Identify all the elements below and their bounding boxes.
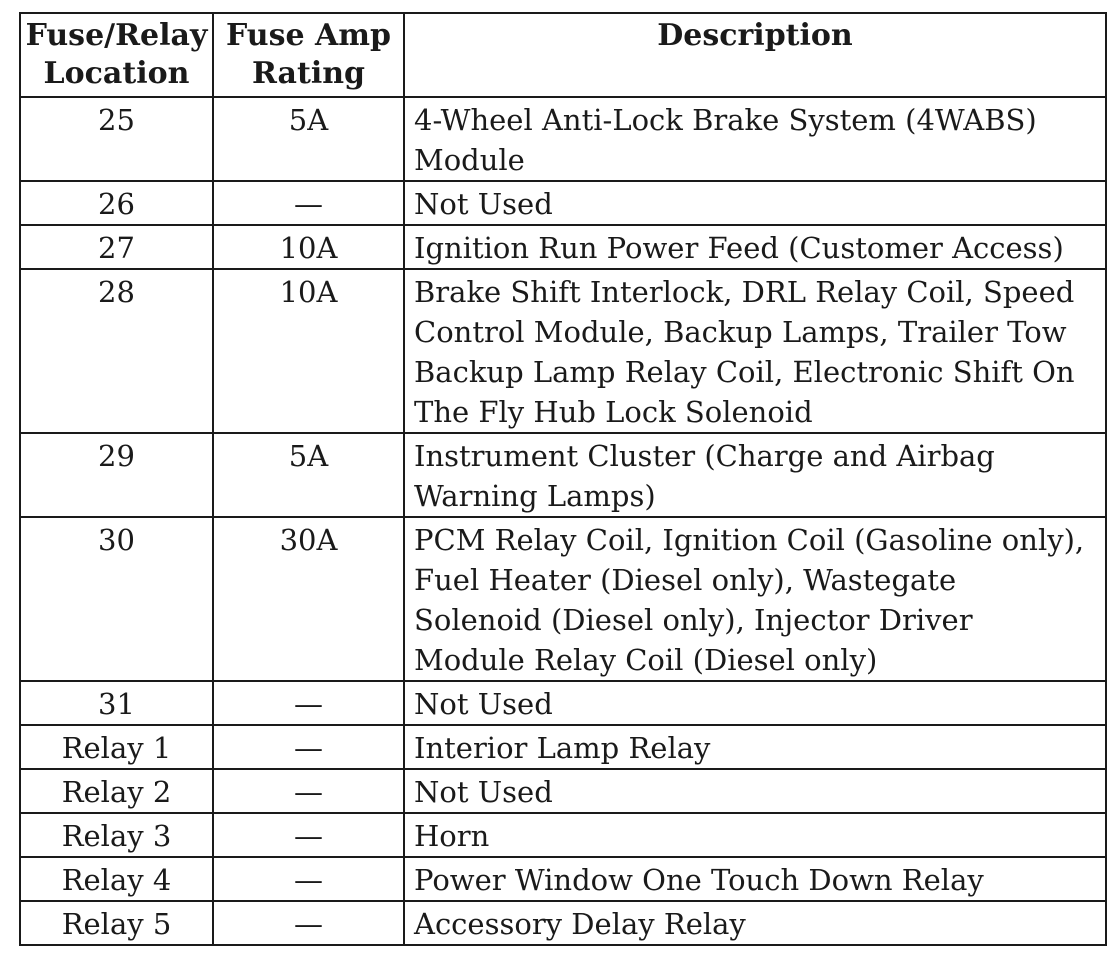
- description-cell: [404, 269, 1106, 433]
- description-line: Backup Lamp Relay Coil, Electronic Shift On: [414, 355, 1075, 389]
- header-location-line: Location: [43, 56, 190, 91]
- description-cell: [404, 901, 1106, 945]
- table-row: [20, 681, 1106, 725]
- header-location: [20, 13, 213, 97]
- description-line: Not Used: [414, 687, 553, 721]
- table-body: [20, 97, 1106, 945]
- fuse-relay-location-cell: 30: [20, 517, 213, 681]
- header-amp-line: Fuse Amp: [226, 18, 391, 53]
- fuse-relay-location-cell: Relay 4: [20, 857, 213, 901]
- description-line: Control Module, Backup Lamps, Trailer Tow: [414, 315, 1067, 349]
- description-cell: [404, 725, 1106, 769]
- description-cell: [404, 97, 1106, 181]
- table-row: [20, 725, 1106, 769]
- description-line: Module: [414, 143, 525, 177]
- description-cell: [404, 857, 1106, 901]
- fuse-amp-rating-cell: —: [213, 769, 404, 813]
- header-amp-rating: [213, 13, 404, 97]
- description-cell: [404, 681, 1106, 725]
- fuse-amp-rating-cell: —: [213, 857, 404, 901]
- description-line: Warning Lamps): [414, 479, 656, 513]
- fuse-amp-rating-cell: —: [213, 725, 404, 769]
- header-description-line: Description: [657, 18, 853, 53]
- fuse-relay-location-cell: Relay 3: [20, 813, 213, 857]
- table-row: [20, 97, 1106, 181]
- header-location-line: Fuse/Relay: [25, 18, 208, 53]
- description-cell: [404, 769, 1106, 813]
- table-row: [20, 857, 1106, 901]
- fuse-amp-rating-cell: 10A: [213, 269, 404, 433]
- fuse-relay-location-cell: Relay 2: [20, 769, 213, 813]
- fuse-amp-rating-cell: 5A: [213, 433, 404, 517]
- fuse-relay-location-cell: 28: [20, 269, 213, 433]
- description-line: Not Used: [414, 187, 553, 221]
- description-line: Brake Shift Interlock, DRL Relay Coil, Speed: [414, 275, 1075, 309]
- description-line: Solenoid (Diesel only), Injector Driver: [414, 603, 973, 637]
- fuse-relay-location-cell: Relay 5: [20, 901, 213, 945]
- description-line: Module Relay Coil (Diesel only): [414, 643, 878, 677]
- description-cell: [404, 433, 1106, 517]
- description-line: Instrument Cluster (Charge and Airbag: [414, 439, 995, 473]
- description-cell: [404, 225, 1106, 269]
- header-row: [20, 13, 1106, 97]
- header-description: [404, 13, 1106, 97]
- fuse-amp-rating-cell: 5A: [213, 97, 404, 181]
- table-row: [20, 181, 1106, 225]
- fuse-relay-location-cell: 26: [20, 181, 213, 225]
- description-cell: [404, 813, 1106, 857]
- table-row: [20, 517, 1106, 681]
- fuse-relay-location-cell: 25: [20, 97, 213, 181]
- fuse-amp-rating-cell: —: [213, 901, 404, 945]
- fuse-amp-rating-cell: —: [213, 181, 404, 225]
- fuse-amp-rating-cell: —: [213, 681, 404, 725]
- description-line: Ignition Run Power Feed (Customer Access): [414, 231, 1064, 265]
- description-cell: [404, 181, 1106, 225]
- table-row: [20, 433, 1106, 517]
- table-row: [20, 769, 1106, 813]
- description-line: The Fly Hub Lock Solenoid: [414, 395, 813, 429]
- description-line: Power Window One Touch Down Relay: [414, 863, 984, 897]
- fuse-relay-location-cell: Relay 1: [20, 725, 213, 769]
- table-row: [20, 813, 1106, 857]
- description-line: PCM Relay Coil, Ignition Coil (Gasoline only),: [414, 523, 1085, 557]
- fuse-relay-table: [19, 12, 1107, 946]
- description-line: 4-Wheel Anti-Lock Brake System (4WABS): [414, 103, 1037, 137]
- fuse-relay-location-cell: 29: [20, 433, 213, 517]
- description-cell: [404, 517, 1106, 681]
- fuse-relay-location-cell: 27: [20, 225, 213, 269]
- description-line: Horn: [414, 819, 490, 853]
- description-line: Not Used: [414, 775, 553, 809]
- table-row: [20, 225, 1106, 269]
- description-line: Accessory Delay Relay: [414, 907, 746, 941]
- description-line: Interior Lamp Relay: [414, 731, 711, 765]
- fuse-amp-rating-cell: 30A: [213, 517, 404, 681]
- table-row: [20, 901, 1106, 945]
- fuse-amp-rating-cell: 10A: [213, 225, 404, 269]
- table-row: [20, 269, 1106, 433]
- table-header: [20, 13, 1106, 97]
- header-amp-line: Rating: [251, 56, 366, 91]
- fuse-relay-location-cell: 31: [20, 681, 213, 725]
- fuse-amp-rating-cell: —: [213, 813, 404, 857]
- description-line: Fuel Heater (Diesel only), Wastegate: [414, 563, 957, 597]
